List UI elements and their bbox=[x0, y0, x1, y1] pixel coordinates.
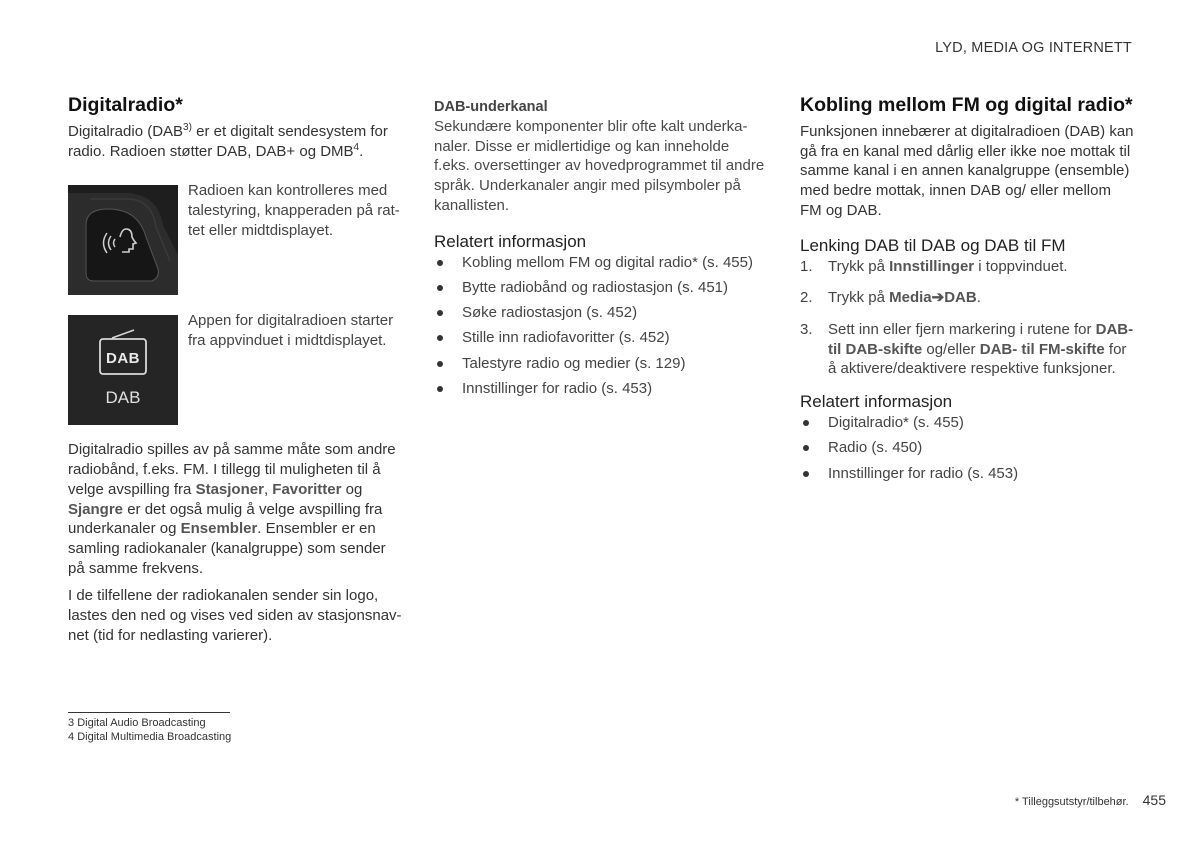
related-link[interactable]: Stille inn radiofavoritter (s. 452) bbox=[434, 328, 769, 348]
column-kobling bbox=[800, 93, 1135, 489]
related-link[interactable]: Radio (s. 450) bbox=[800, 438, 1135, 458]
image2-caption: Appen for digitalradioen starter fra appvinduet i midtdisplayet. bbox=[188, 312, 394, 350]
related-link[interactable]: Talestyre radio og medier (s. 129) bbox=[434, 354, 769, 374]
footnote-4: 4 Digital Multimedia Broadcasting bbox=[68, 731, 232, 743]
heading-related-info-2: Relatert informasjon bbox=[800, 392, 953, 412]
dab-app-image bbox=[68, 315, 178, 425]
footnotes bbox=[68, 712, 230, 744]
image1-caption: Radioen kan kontrolleres med talestyring, knapperaden på rat-tet eller midtdisplayet. bbox=[188, 182, 400, 239]
logo-paragraph: I de tilfellene der radiokanalen sender sin logo, lastes den ned og vises ved siden av stasjonsnav-net (tid for nedlasting varierer). bbox=[68, 587, 402, 644]
kobling-intro: Funksjonen innebærer at digitalradioen (DAB) kan gå fra en kanal med dårlig eller ikke noe mottak til samme kanal i en annen kanalgruppe (ensemble) med bedre mottak, innen DAB og/ eller mellom FM og DAB. bbox=[800, 123, 1134, 219]
heading-digitalradio: Digitalradio* bbox=[68, 94, 183, 116]
dab-app-caption: DAB bbox=[105, 388, 141, 408]
option-dab-til-dab: DAB-til DAB-skifte bbox=[828, 320, 1134, 358]
dab-icon-label: DAB bbox=[106, 350, 140, 368]
heading-lenking: Lenking DAB til DAB og DAB til FM bbox=[800, 235, 1066, 255]
voice-control-icon bbox=[68, 185, 178, 295]
chapter-title: LYD, MEDIA OG INTERNETT bbox=[935, 40, 1132, 56]
related-link[interactable]: Søke radiostasjon (s. 452) bbox=[434, 303, 769, 323]
step-1: 1. Trykk på Innstillinger i toppvinduet. bbox=[800, 257, 1068, 275]
related-list-2 bbox=[800, 413, 1135, 483]
heading-related-info: Relatert informasjon bbox=[434, 231, 587, 251]
step-3: 3. Sett inn eller fjern markering i rutene for DAB-til DAB-skifte og/eller DAB- til FM-skifte for å aktivere/deaktivere respektive funksjoner. bbox=[800, 320, 1134, 378]
optional-equipment-note: * Tilleggsutstyr/tilbehør. bbox=[1014, 796, 1129, 808]
step-2: 2. Trykk på Media➔DAB. bbox=[800, 289, 981, 307]
related-list bbox=[434, 253, 769, 399]
steps-list bbox=[800, 257, 1135, 380]
related-link[interactable]: Kobling mellom FM og digital radio* (s. 455) bbox=[434, 253, 769, 273]
steering-wheel-image bbox=[68, 185, 178, 295]
page-footer bbox=[1015, 792, 1166, 808]
heading-dab-underkanal: DAB-underkanal bbox=[434, 99, 548, 115]
footnote-3: 3 Digital Audio Broadcasting bbox=[68, 717, 206, 729]
menu-dab: DAB bbox=[944, 289, 977, 307]
image-row-dab bbox=[68, 312, 403, 425]
menu-sjangre: Sjangre bbox=[68, 500, 124, 518]
menu-media: Media bbox=[889, 289, 932, 307]
related-link[interactable]: Bytte radiobånd og radiostasjon (s. 451) bbox=[434, 278, 769, 298]
related-link[interactable]: Digitalradio* (s. 455) bbox=[800, 413, 1135, 433]
option-dab-til-fm: DAB- til FM-skifte bbox=[979, 340, 1105, 358]
heading-kobling: Kobling mellom FM og digital radio* bbox=[800, 94, 1133, 116]
footnote-ref-3: 3) bbox=[183, 122, 192, 133]
menu-innstillinger: Innstillinger bbox=[889, 257, 975, 275]
menu-stasjoner: Stasjoner bbox=[195, 480, 264, 498]
page-number: 455 bbox=[1142, 792, 1166, 808]
underkanal-paragraph: Sekundære komponenter blir ofte kalt underka-naler. Disse er midlertidige og kan inneholde f.eks. oversettinger av hovedprogrammet til andre språk. Underkanaler angir med pilsymboler på kanallisten. bbox=[434, 118, 765, 214]
footnote-ref-4: 4 bbox=[353, 141, 360, 153]
body-paragraph: Digitalradio spilles av på samme måte som andre radiobånd, f.eks. FM. I tillegg til muligheten til å velge avspilling fra Stasjoner, Favoritter og Sjangre er det også mulig å velge avspilling fra underkanaler og Ensembler. Ensembler er en samling radiokanaler (kanalgruppe) som sender på samme frekvens. bbox=[68, 441, 396, 577]
image-row-voice bbox=[68, 182, 403, 295]
column-digitalradio bbox=[68, 93, 403, 645]
radio-app-icon bbox=[68, 315, 178, 425]
related-link[interactable]: Innstillinger for radio (s. 453) bbox=[434, 379, 769, 399]
intro-paragraph: Digitalradio (DAB$^{3)}$ er et digitalt sendesystem for radio. Radioen støtter DAB, DAB+ og DMB$^4$. bbox=[68, 122, 388, 160]
column-dab-underkanal bbox=[434, 97, 769, 404]
arrow-right-icon: ➔ bbox=[931, 289, 945, 307]
menu-favoritter: Favoritter bbox=[272, 480, 342, 498]
menu-ensembler: Ensembler bbox=[180, 520, 258, 538]
related-link[interactable]: Innstillinger for radio (s. 453) bbox=[800, 464, 1135, 484]
